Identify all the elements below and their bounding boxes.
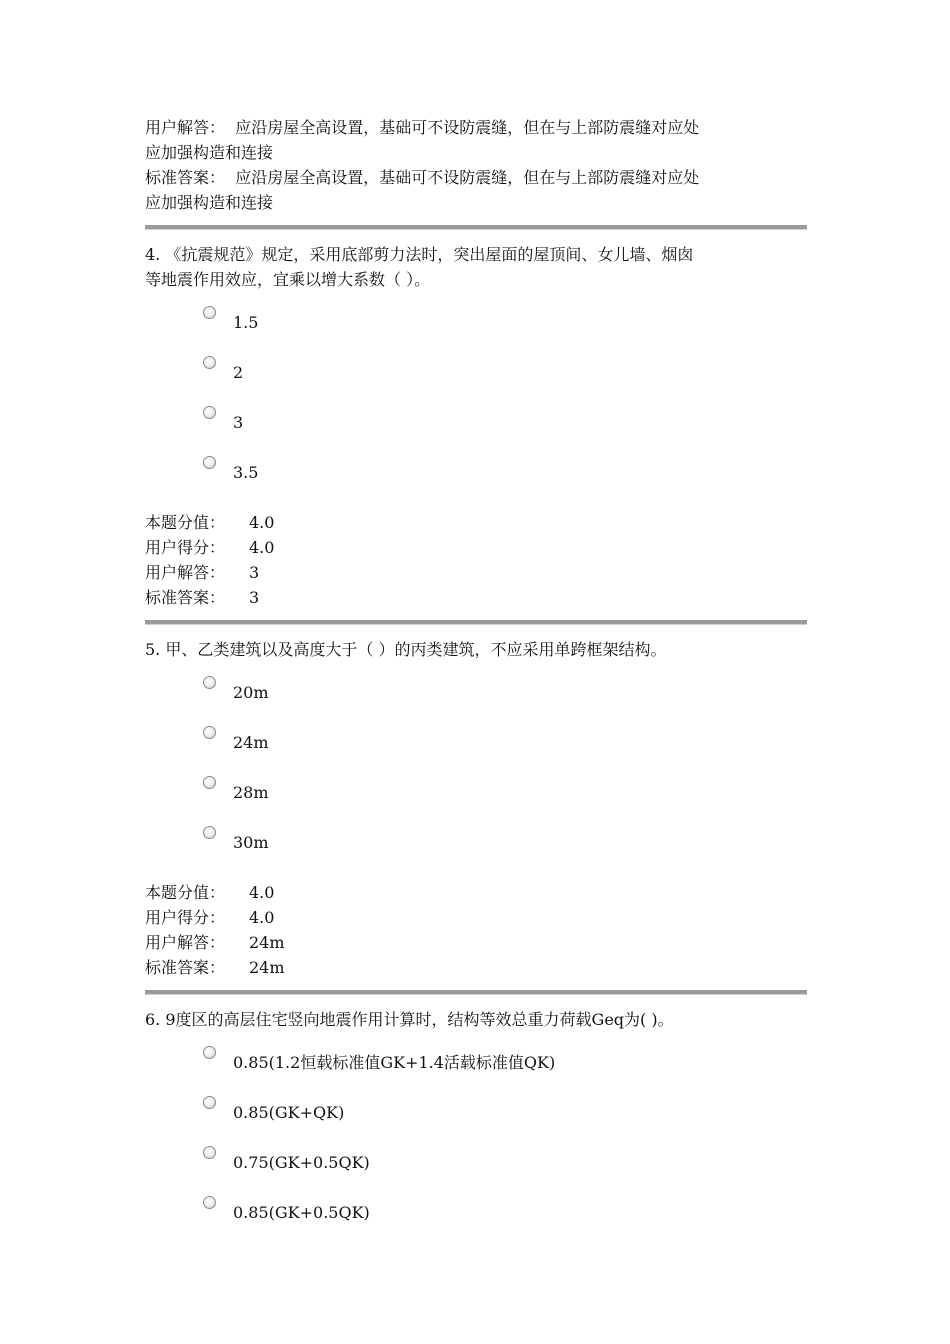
option-row [145, 676, 807, 726]
user-answer-label: 用户解答： [145, 118, 226, 137]
standard-answer-label: 标准答案： [145, 168, 226, 187]
option-label[interactable]: 0.85(1.2恒载标准值GK+1.4活载标准值QK) [233, 1053, 556, 1072]
standard-answer-value: 应沿房屋全高设置，基础可不设防震缝，但在与上部防震缝对应处 [235, 168, 700, 187]
user-answer-line-2: 应加强构造和连接 [145, 143, 274, 162]
section-divider [145, 620, 807, 625]
score-label: 本题分值： [145, 513, 226, 532]
quiz-content [145, 115, 807, 1246]
radio-button[interactable] [203, 1096, 216, 1109]
radio-button[interactable] [203, 826, 216, 839]
option-label[interactable]: 1.5 [233, 313, 259, 332]
option-row [145, 356, 807, 406]
previous-answer-block [145, 115, 807, 215]
score-block [145, 510, 807, 610]
user-answer-value: 应沿房屋全高设置，基础可不设防震缝，但在与上部防震缝对应处 [235, 118, 700, 137]
score-block [145, 880, 807, 980]
radio-button[interactable] [203, 356, 216, 369]
option-row [145, 1046, 807, 1096]
user-answer-value: 24m [249, 933, 285, 952]
standard-answer-value: 24m [249, 958, 285, 977]
score-label: 本题分值： [145, 883, 226, 902]
user-score-label: 用户得分： [145, 538, 226, 557]
user-answer-line [145, 115, 807, 140]
section-divider [145, 990, 807, 995]
radio-button[interactable] [203, 306, 216, 319]
option-row [145, 776, 807, 826]
option-row [145, 1096, 807, 1146]
question-4 [145, 242, 807, 610]
option-label[interactable]: 24m [233, 733, 269, 752]
standard-answer-line-2: 应加强构造和连接 [145, 193, 274, 212]
option-row [145, 406, 807, 456]
question-6 [145, 1007, 807, 1246]
radio-button[interactable] [203, 676, 216, 689]
radio-button[interactable] [203, 776, 216, 789]
option-row [145, 726, 807, 776]
user-score-label: 用户得分： [145, 908, 226, 927]
option-label[interactable]: 20m [233, 683, 269, 702]
standard-answer-value: 3 [249, 588, 260, 607]
option-row [145, 306, 807, 356]
option-label[interactable]: 3 [233, 413, 244, 432]
question-text: 5. 甲、乙类建筑以及高度大于（ ）的丙类建筑，不应采用单跨框架结构。 [145, 640, 667, 659]
question-5 [145, 637, 807, 980]
option-label[interactable]: 0.75(GK+0.5QK) [233, 1153, 370, 1172]
user-score-value: 4.0 [249, 908, 275, 927]
section-divider [145, 225, 807, 230]
radio-button[interactable] [203, 1196, 216, 1209]
radio-button[interactable] [203, 1146, 216, 1159]
option-row [145, 1146, 807, 1196]
option-label[interactable]: 0.85(GK+QK) [233, 1103, 345, 1122]
standard-answer-label: 标准答案： [145, 588, 226, 607]
radio-button[interactable] [203, 1046, 216, 1059]
standard-answer-label: 标准答案： [145, 958, 226, 977]
standard-answer-line [145, 165, 807, 190]
score-value: 4.0 [249, 883, 275, 902]
option-label[interactable]: 28m [233, 783, 269, 802]
user-score-value: 4.0 [249, 538, 275, 557]
option-label[interactable]: 30m [233, 833, 269, 852]
option-row [145, 456, 807, 506]
score-value: 4.0 [249, 513, 275, 532]
user-answer-label: 用户解答： [145, 563, 226, 582]
radio-button[interactable] [203, 726, 216, 739]
option-row [145, 1196, 807, 1246]
option-label[interactable]: 2 [233, 363, 244, 382]
option-label[interactable]: 3.5 [233, 463, 259, 482]
option-row [145, 826, 807, 876]
user-answer-value: 3 [249, 563, 260, 582]
user-answer-label: 用户解答： [145, 933, 226, 952]
radio-button[interactable] [203, 456, 216, 469]
option-label[interactable]: 0.85(GK+0.5QK) [233, 1203, 370, 1222]
question-text: 6. 9度区的高层住宅竖向地震作用计算时，结构等效总重力荷载Geq为( )。 [145, 1010, 674, 1029]
radio-button[interactable] [203, 406, 216, 419]
question-text: 4. 《抗震规范》规定，采用底部剪力法时，突出屋面的屋顶间、女儿墙、烟囱 等地震作用效应，宜乘以增大系数（ ）。 [145, 245, 694, 289]
